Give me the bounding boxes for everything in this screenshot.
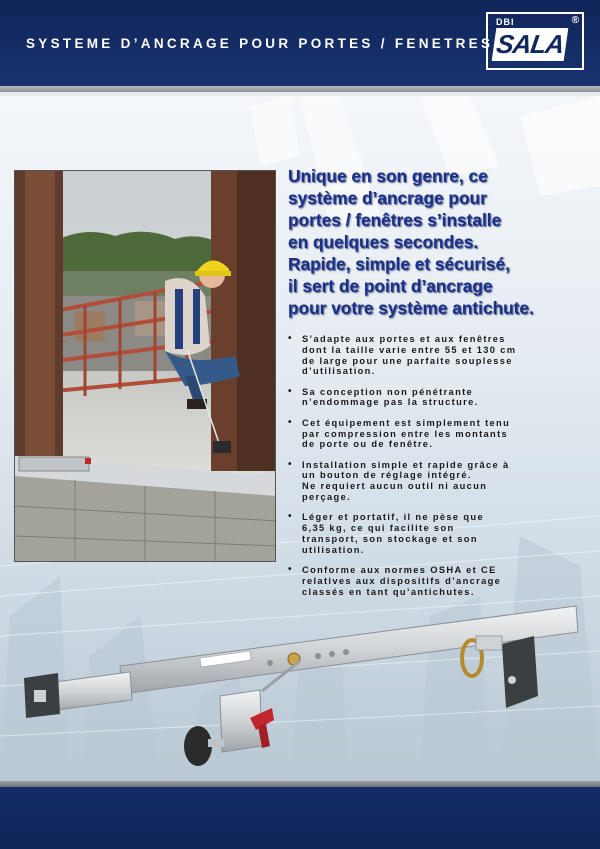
list-item-line: perçage. bbox=[302, 492, 352, 503]
brand-logo bbox=[486, 12, 584, 70]
headline-line: en quelques secondes. bbox=[288, 232, 479, 252]
page-header bbox=[0, 0, 600, 86]
list-item-line: Conforme aux normes OSHA et CE bbox=[302, 565, 497, 576]
list-item-line: n’endommage pas la structure. bbox=[302, 397, 479, 408]
list-item-line: Installation simple et rapide grâce à bbox=[302, 459, 510, 470]
list-item-line: de porte ou de fenêtre. bbox=[302, 439, 434, 450]
worker-on-balcony-photo bbox=[14, 170, 276, 562]
headline-line: portes / fenêtres s’installe bbox=[288, 210, 502, 230]
photo-illustration bbox=[15, 171, 276, 562]
bullet-icon: • bbox=[288, 333, 293, 344]
bullet-icon: • bbox=[288, 511, 293, 523]
list-item-line: classés en tant qu’antichutes. bbox=[302, 586, 475, 597]
anchor-bar-product-image bbox=[0, 596, 600, 781]
list-item-line: utilisation. bbox=[302, 544, 365, 555]
bullet-icon: • bbox=[288, 385, 293, 397]
headline-line: Rapide, simple et sécurisé, bbox=[288, 254, 510, 274]
feature-list bbox=[288, 334, 588, 607]
bullet-icon: • bbox=[288, 564, 293, 576]
list-item bbox=[288, 418, 588, 450]
list-item-line: transport, son stockage et son bbox=[302, 533, 478, 544]
list-item-line: Cet équipement est simplement tenu bbox=[302, 417, 511, 428]
list-item-line: S’adapte aux portes et aux fenêtres bbox=[302, 334, 506, 344]
list-item-line: 6,35 kg, ce qui facilite son bbox=[302, 523, 455, 534]
registered-mark: ® bbox=[571, 15, 579, 26]
headline bbox=[288, 165, 592, 319]
headline-line: il sert de point d’ancrage bbox=[288, 276, 493, 296]
list-item-line: d’utilisation. bbox=[302, 366, 376, 377]
list-item-line: Ne requiert aucun outil ni aucun bbox=[302, 481, 488, 492]
list-item-line: Léger et portatif, il ne pèse que bbox=[302, 512, 484, 523]
logo-sala-text: SALA bbox=[492, 28, 569, 61]
list-item-line: de large pour une parfaite souplesse bbox=[302, 355, 513, 366]
list-item-line: dont la taille varie entre 55 et 130 cm bbox=[302, 344, 517, 355]
page-title: SYSTEME D’ANCRAGE POUR PORTES / FENETRES bbox=[26, 36, 494, 51]
list-item bbox=[288, 512, 588, 555]
list-item bbox=[288, 387, 588, 409]
list-item bbox=[288, 565, 588, 597]
headline-line: système d’ancrage pour bbox=[288, 188, 487, 208]
list-item bbox=[288, 334, 588, 377]
list-item-line: relatives aux dispositifs d’ancrage bbox=[302, 575, 502, 586]
list-item bbox=[288, 460, 588, 503]
list-item-line: un bouton de réglage intégré. bbox=[302, 470, 472, 481]
list-item-line: par compression entre les montants bbox=[302, 428, 509, 439]
bullet-icon: • bbox=[288, 416, 293, 428]
headline-line: Unique en son genre, ce bbox=[288, 166, 488, 186]
bullet-icon: • bbox=[288, 458, 293, 470]
headline-line: pour votre système antichute. bbox=[288, 298, 534, 318]
list-item-line: Sa conception non pénétrante bbox=[302, 386, 474, 397]
logo-dbi-text: DBI bbox=[496, 17, 515, 27]
page-footer bbox=[0, 787, 600, 849]
